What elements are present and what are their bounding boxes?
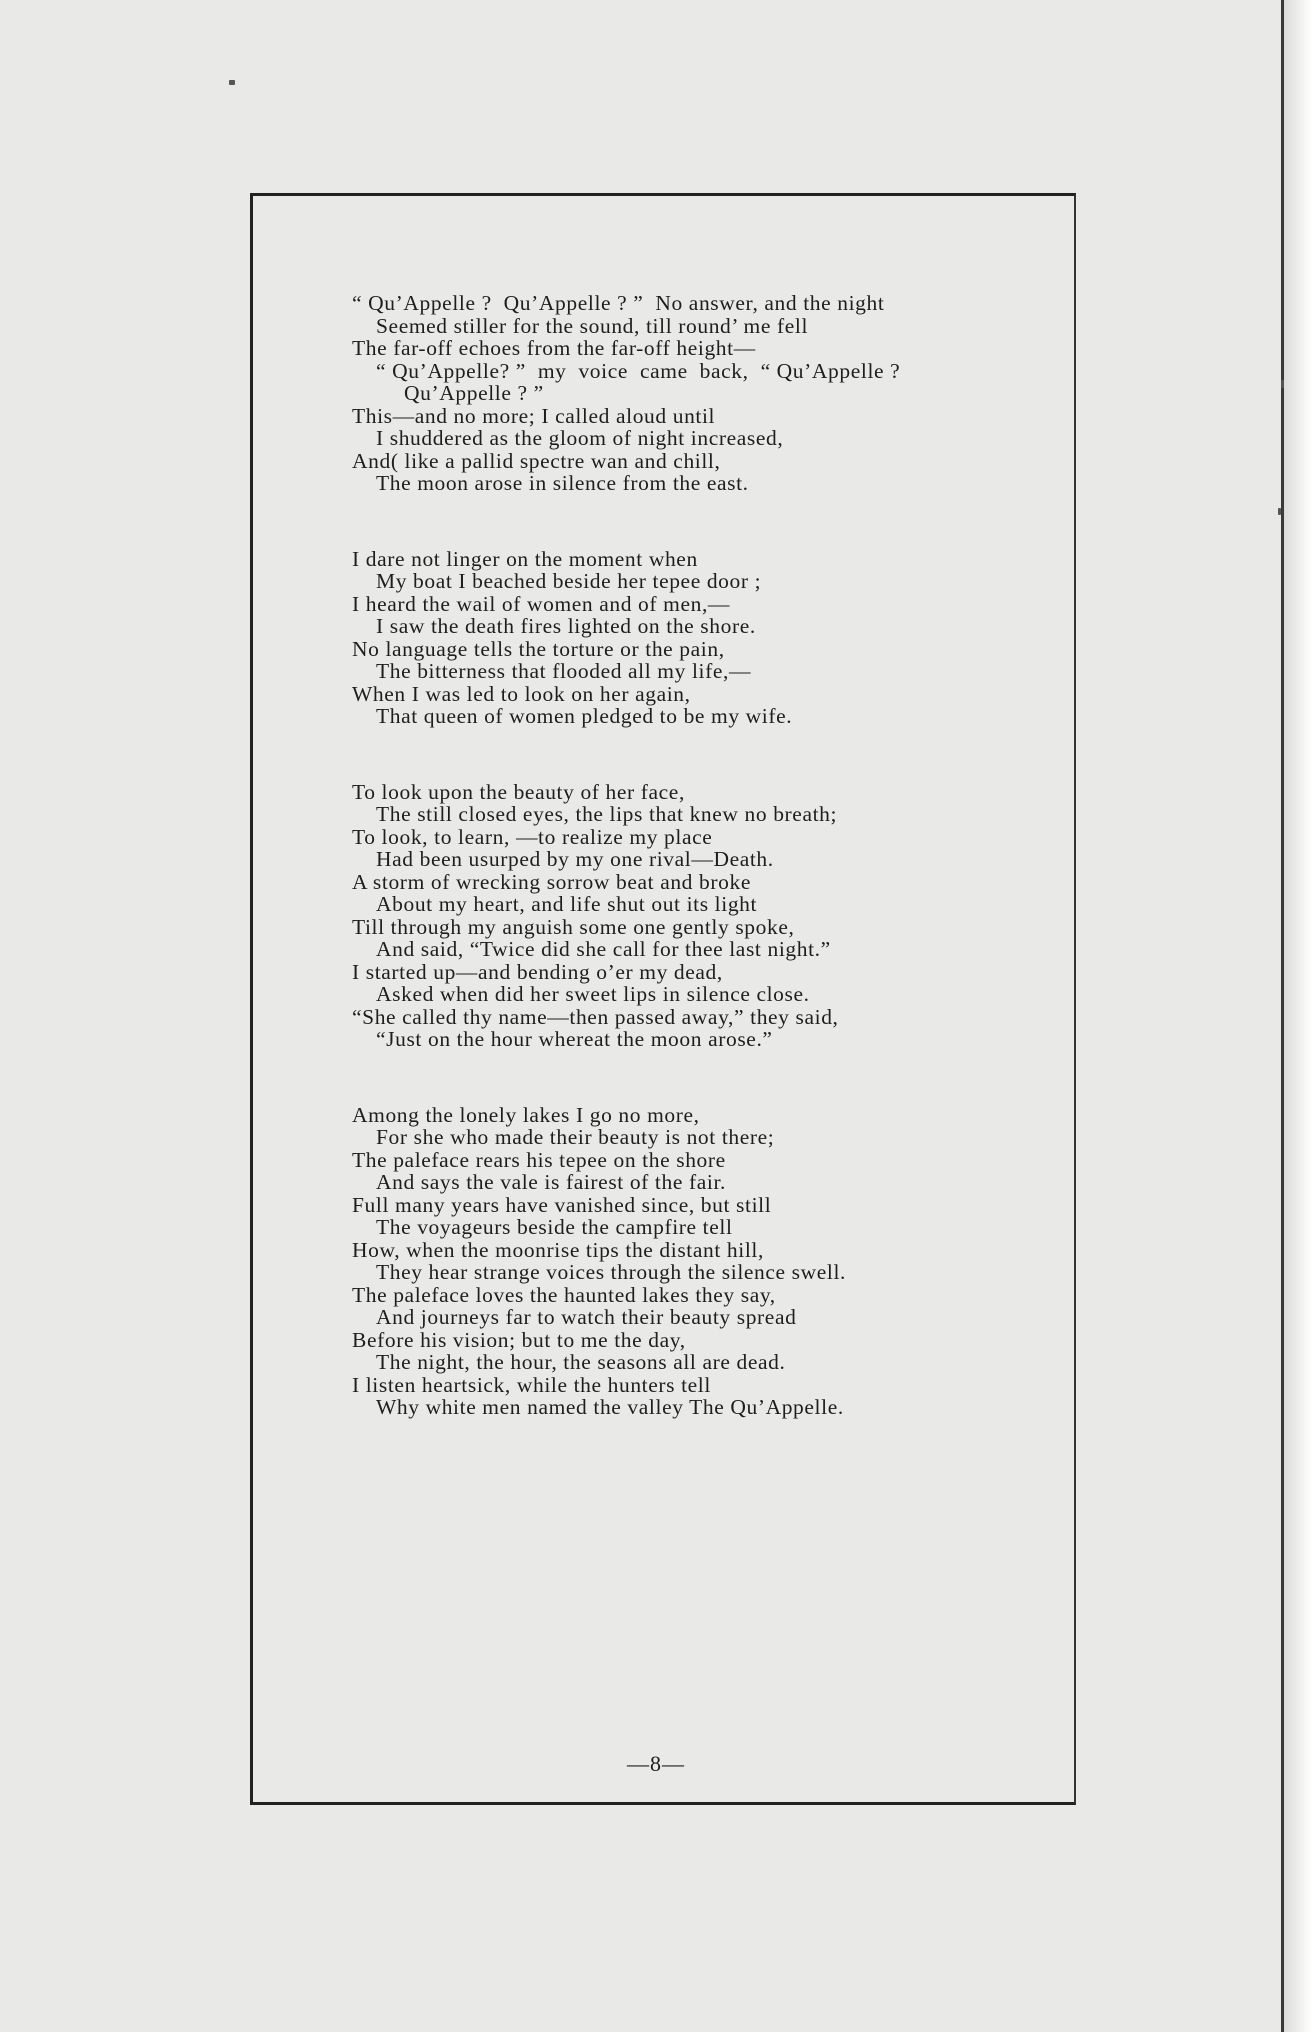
scan-speck xyxy=(1278,508,1281,515)
poem-line: The night, the hour, the seasons all are dead. xyxy=(376,1350,786,1374)
poem-line: For she who made their beauty is not there; xyxy=(376,1125,775,1149)
poem-line: I saw the death fires lighted on the shore. xyxy=(376,614,756,638)
poem-line: The paleface rears his tepee on the shore xyxy=(352,1147,726,1172)
poem-line: I listen heartsick, while the hunters tell xyxy=(352,1372,711,1397)
poem-line: And journeys far to watch their beauty spread xyxy=(376,1305,797,1329)
scan-speck xyxy=(1281,380,1284,388)
poem-line: “ Qu’Appelle ? Qu’Appelle ? ” No answer, and the night xyxy=(352,291,885,315)
poem-line: I dare not linger on the moment when xyxy=(352,546,698,571)
poem-line: Full many years have vanished since, but still xyxy=(352,1192,772,1217)
poem-line: Qu’Appelle ? ” xyxy=(404,381,544,405)
poem-line: How, when the moonrise tips the distant hill, xyxy=(352,1237,764,1262)
poem-line: Before his vision; but to me the day, xyxy=(352,1327,686,1352)
poem-line: A storm of wrecking sorrow beat and broke xyxy=(352,869,751,894)
poem-line: The far-off echoes from the far-off height— xyxy=(352,336,756,360)
poem-line: I shuddered as the gloom of night increased, xyxy=(376,426,784,450)
poem-line: I started up—and bending o’er my dead, xyxy=(352,959,723,984)
poem-line: “ Qu’Appelle? ” my voice came back, “ Qu’Appelle ? xyxy=(376,358,901,383)
poem-line: This—and no more; I called aloud until xyxy=(352,403,716,428)
poem-line: I heard the wail of women and of men,— xyxy=(352,591,731,616)
poem-line: The bitterness that flooded all my life,— xyxy=(376,659,752,683)
page-number: —8— xyxy=(627,1751,685,1776)
poem-line: That queen of women pledged to be my wife. xyxy=(376,704,793,728)
poem-line: Till through my anguish some one gently spoke, xyxy=(352,914,795,939)
stanza-4 xyxy=(352,1104,1032,1419)
poem-line: About my heart, and life shut out its light xyxy=(376,892,758,916)
poem-line: The still closed eyes, the lips that knew no breath; xyxy=(376,802,838,826)
page-edge xyxy=(1281,0,1312,2032)
poem-line: Why white men named the valley The Qu’Appelle. xyxy=(376,1395,844,1419)
scan-speck xyxy=(229,80,235,85)
poem-line: Among the lonely lakes I go no more, xyxy=(352,1102,700,1127)
poem-line: And says the vale is fairest of the fair. xyxy=(376,1170,726,1194)
stanza-1 xyxy=(352,292,1032,495)
poem-line: “She called thy name—then passed away,” they said, xyxy=(352,1004,839,1029)
poem-line: Seemed stiller for the sound, till round’ me fell xyxy=(376,313,809,338)
poem-line: No language tells the torture or the pain, xyxy=(352,636,725,661)
poem-line: And said, “Twice did she call for thee last night.” xyxy=(376,937,831,961)
stanza-2 xyxy=(352,548,1032,728)
poem-line: The paleface loves the haunted lakes they say, xyxy=(352,1282,776,1307)
poem-line: Asked when did her sweet lips in silence close. xyxy=(376,982,810,1006)
poem-line: The voyageurs beside the campfire tell xyxy=(376,1215,733,1239)
poem-line: And( like a pallid spectre wan and chill, xyxy=(352,448,721,473)
poem-line: “Just on the hour whereat the moon arose.” xyxy=(376,1027,773,1051)
poem-line: When I was led to look on her again, xyxy=(352,681,691,706)
poem-line: Had been usurped by my one rival—Death. xyxy=(376,847,774,871)
poem xyxy=(352,292,1032,1472)
poem-line: To look upon the beauty of her face, xyxy=(352,779,685,804)
poem-line: To look, to learn, —to realize my place xyxy=(352,824,713,849)
poem-line: My boat I beached beside her tepee door ; xyxy=(376,569,762,593)
stanza-3 xyxy=(352,781,1032,1051)
poem-line: They hear strange voices through the silence swell. xyxy=(376,1260,847,1284)
poem-line: The moon arose in silence from the east. xyxy=(376,471,749,495)
